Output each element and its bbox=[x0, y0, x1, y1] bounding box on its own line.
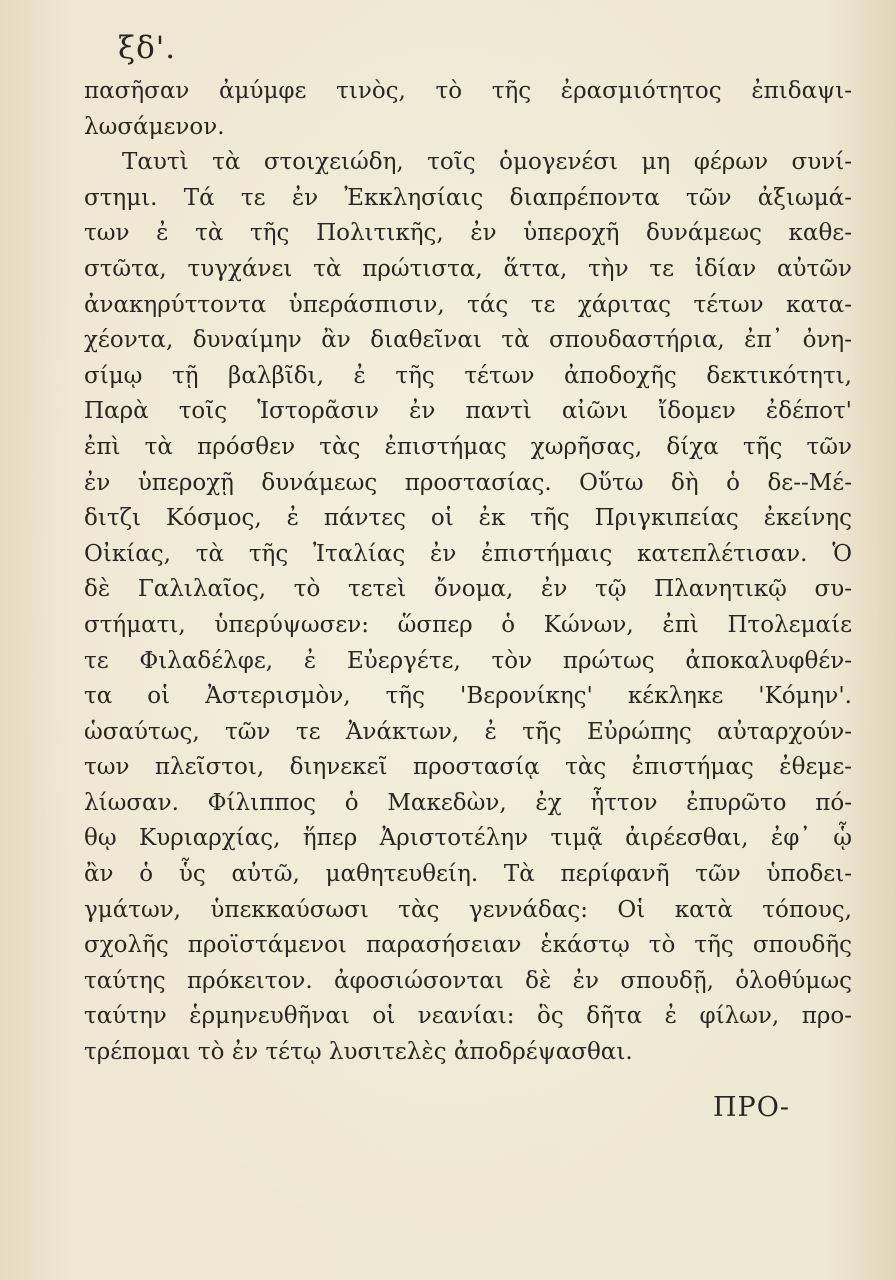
text-line: ὡσαύτως, τῶν τε Ἀνάκτων, ἐ τῆς Εὐρώπης αὐταρχούν- bbox=[84, 718, 852, 745]
text-line: πασῆσαν ἀμύμφε τινὸς, τὸ τῆς ἐρασμιότητος ἐπιδαψι- bbox=[84, 78, 852, 104]
body-text bbox=[84, 74, 852, 1071]
text-line: λωσάμενον. bbox=[84, 113, 225, 140]
text-line: στῶτα, τυγχάνει τὰ πρώτιστα, ἅττα, τὴν τε ἰδίαν αὐτῶν bbox=[84, 255, 852, 282]
text-line: Ταυτὶ τὰ στοιχειώδη, τοῖς ὁμογενέσι μη φέρων συνί- bbox=[122, 149, 852, 176]
text-line: ἐν ὑπεροχῇ δυνάμεως προστασίας. Οὕτω δὴ ὁ δε--Μέ- bbox=[84, 469, 852, 496]
text-line: διτζι Κόσμος, ἐ πάντες οἱ ἐκ τῆς Πριγκιπείας ἐκείνης bbox=[84, 505, 852, 532]
text-line: χέοντα, δυναίμην ἂν διαθεῖναι τὰ σπουδαστήρια, ἐπ᾽ ὀνη- bbox=[84, 327, 852, 354]
text-line: ταύτης πρόκειτον. ἀφοσιώσονται δὲ ἐν σπουδῇ, ὁλοθύμως bbox=[84, 967, 852, 994]
text-line: ἀνακηρύττοντα ὑπεράσπισιν, τάς τε χάριτας τέτων κατα- bbox=[84, 291, 852, 318]
text-line: θῳ Κυριαρχίας, ἥπερ Ἀριστοτέλην τιμᾷ ἀιρέεσθαι, ἐφ᾽ ᾧ bbox=[84, 825, 852, 852]
text-line: στήματι, ὑπερύψωσεν: ὥσπερ ὁ Κώνων, ἐπὶ Πτολεμαίε bbox=[84, 611, 852, 638]
text-line: τε Φιλαδέλφε, ἐ Εὐεργέτε, τὸν πρώτως ἀποκαλυφθέν- bbox=[84, 647, 852, 674]
text-line: τρέπομαι τὸ ἐν τέτῳ λυσιτελὲς ἀποδρέψασθαι. bbox=[84, 1039, 633, 1066]
text-line: των ἐ τὰ τῆς Πολιτικῆς, ἐν ὑπεροχῆ δυνάμεως καθε- bbox=[84, 220, 852, 247]
page-number: ξδ'. bbox=[118, 30, 177, 66]
text-line: σίμῳ τῇ βαλβῖδι, ἐ τῆς τέτων ἀποδοχῆς δεκτικότητι, bbox=[84, 362, 852, 389]
text-line: τα οἱ Ἀστερισμὸν, τῆς 'Βερονίκης' κέκληκε 'Κόμην'. bbox=[84, 683, 852, 710]
catchword: ΠΡΟ- bbox=[713, 1092, 790, 1123]
text-line: ἐπὶ τὰ πρόσθεν τὰς ἐπιστήμας χωρῆσας, δίχα τῆς τῶν bbox=[84, 433, 852, 460]
text-line: ταύτην ἑρμηνευθῆναι οἱ νεανίαι: ὃς δῆτα ἐ φίλων, προ- bbox=[84, 1003, 852, 1030]
text-line: των πλεῖστοι, διηνεκεῖ προστασίᾳ τὰς ἐπιστήμας ἐθεμε- bbox=[84, 754, 852, 781]
text-line: ἂν ὁ ὗς αὐτῶ, μαθητευθείη. Τὰ περίφανῆ τῶν ὑποδει- bbox=[84, 861, 852, 888]
text-line: στημι. Τά τε ἐν Ἐκκλησίαις διαπρέποντα τῶν ἀξιωμά- bbox=[84, 184, 852, 211]
text-line: λίωσαν. Φίλιππος ὁ Μακεδὼν, ἐχ ἧττον ἐπυρῶτο πό- bbox=[84, 789, 852, 816]
text-line: Οἰκίας, τὰ τῆς Ἰταλίας ἐν ἐπιστήμαις κατεπλέτισαν. Ὁ bbox=[84, 540, 852, 567]
text-line: δὲ Γαλιλαῖος, τὸ τετεὶ ὄνομα, ἐν τῷ Πλανητικῷ συ- bbox=[84, 576, 852, 603]
text-line: Παρὰ τοῖς Ἱστορᾶσιν ἐν παντὶ αἰῶνι ἴδομεν ἐδέποτ' bbox=[84, 398, 852, 425]
text-line: σχολῆς προϊστάμενοι παρασήσειαν ἑκάστῳ τὸ τῆς σπουδῆς bbox=[84, 932, 852, 959]
text-line: γμάτων, ὑπεκκαύσωσι τὰς γεννάδας: Οἱ κατὰ τόπους, bbox=[84, 896, 852, 923]
